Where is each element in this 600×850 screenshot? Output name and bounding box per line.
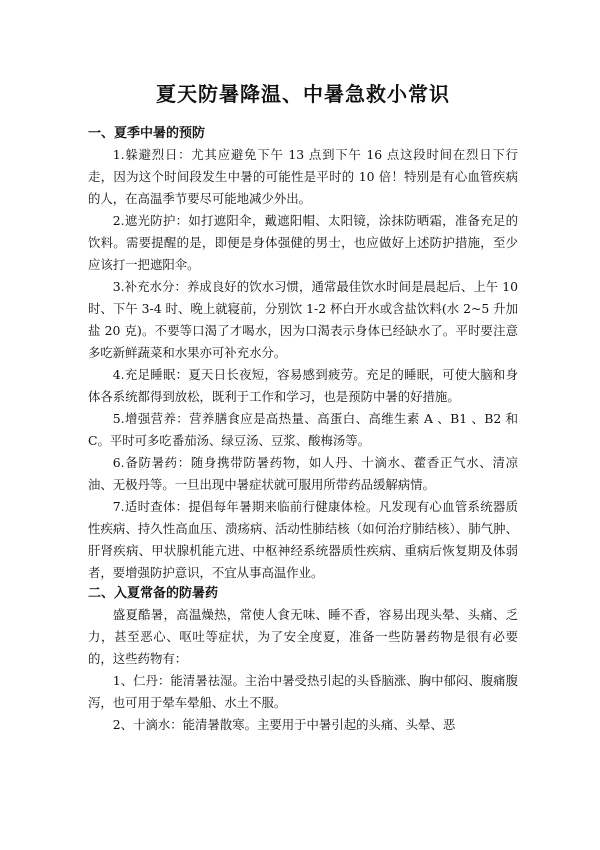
document-page — [88, 80, 518, 736]
section-heading: 一、夏季中暑的预防 — [88, 126, 206, 141]
paragraph: 5.增强营养：营养膳食应是高热量、高蛋白、高维生素 A 、B1 、B2 和 C。平时可多吃番茄汤、绿豆汤、豆浆、酸梅汤等。 — [88, 411, 518, 448]
paragraph: 7.适时查体：提倡每年暑期来临前行健康体检。凡发现有心血管系统器质性疾病、持久性高血压、溃疡病、活动性肺结核（如何治疗肺结核）、肺气肿、肝肾疾病、甲状腺机能亢进、中枢神经系统器质性疾病、重病后恢复期及体弱者，要增强防护意识，不宜从事高温作业。 — [88, 499, 518, 580]
paragraph: 2、十滴水：能清暑散寒。主要用于中暑引起的头痛、头晕、恶 — [112, 717, 456, 732]
paragraph: 1、仁丹：能清暑祛湿。主治中暑受热引起的头昏脑涨、胸中郁闷、腹痛腹泻，也可用于晕车晕船、水土不服。 — [88, 673, 518, 710]
section-medicines — [88, 584, 518, 736]
paragraph: 6.备防暑药：随身携带防暑药物，如人丹、十滴水、藿香正气水、清凉油、无极丹等。一旦出现中暑症状就可服用所带药品缓解病情。 — [88, 455, 518, 492]
paragraph: 3.补充水分：养成良好的饮水习惯，通常最佳饮水时间是晨起后、上午 10 时、下午 3-4 时、晚上就寝前，分别饮 1-2 杯白开水或含盐饮料(水 2~5 升加盐 20 克)。不要等口渴了才喝水，因为口渴表示身体已经缺水了。平时要注意多吃新鲜蔬菜和水果亦可补充水分。 — [88, 279, 518, 360]
document-title: 夏天防暑降温、中暑急救小常识 — [156, 82, 450, 106]
paragraph: 2.遮光防护：如打遮阳伞，戴遮阳帽、太阳镜，涂抹防晒霜，准备充足的饮料。需要提醒的是，即便是身体强健的男士，也应做好上述防护措施，至少应该打一把遮阳伞。 — [88, 213, 518, 272]
paragraph: 4.充足睡眠：夏天日长夜短，容易感到疲劳。充足的睡眠，可使大脑和身体各系统都得到放松，既利于工作和学习，也是预防中暑的好措施。 — [88, 367, 518, 404]
paragraph: 1.躲避烈日：尤其应避免下午 13 点到下午 16 点这段时间在烈日下行走，因为这个时间段发生中暑的可能性是平时的 10 倍！特别是有心血管疾病的人，在高温季节要尽可能地减少外出。 — [88, 147, 518, 206]
section-prevention — [88, 124, 518, 584]
section-heading: 二、入夏常备的防暑药 — [88, 586, 219, 601]
paragraph: 盛夏酷暑，高温燥热，常使人食无味、睡不香，容易出现头晕、头痛、乏力，甚至恶心、呕吐等症状，为了安全度夏，准备一些防暑药物是很有必要的，这些药物有： — [88, 607, 518, 666]
